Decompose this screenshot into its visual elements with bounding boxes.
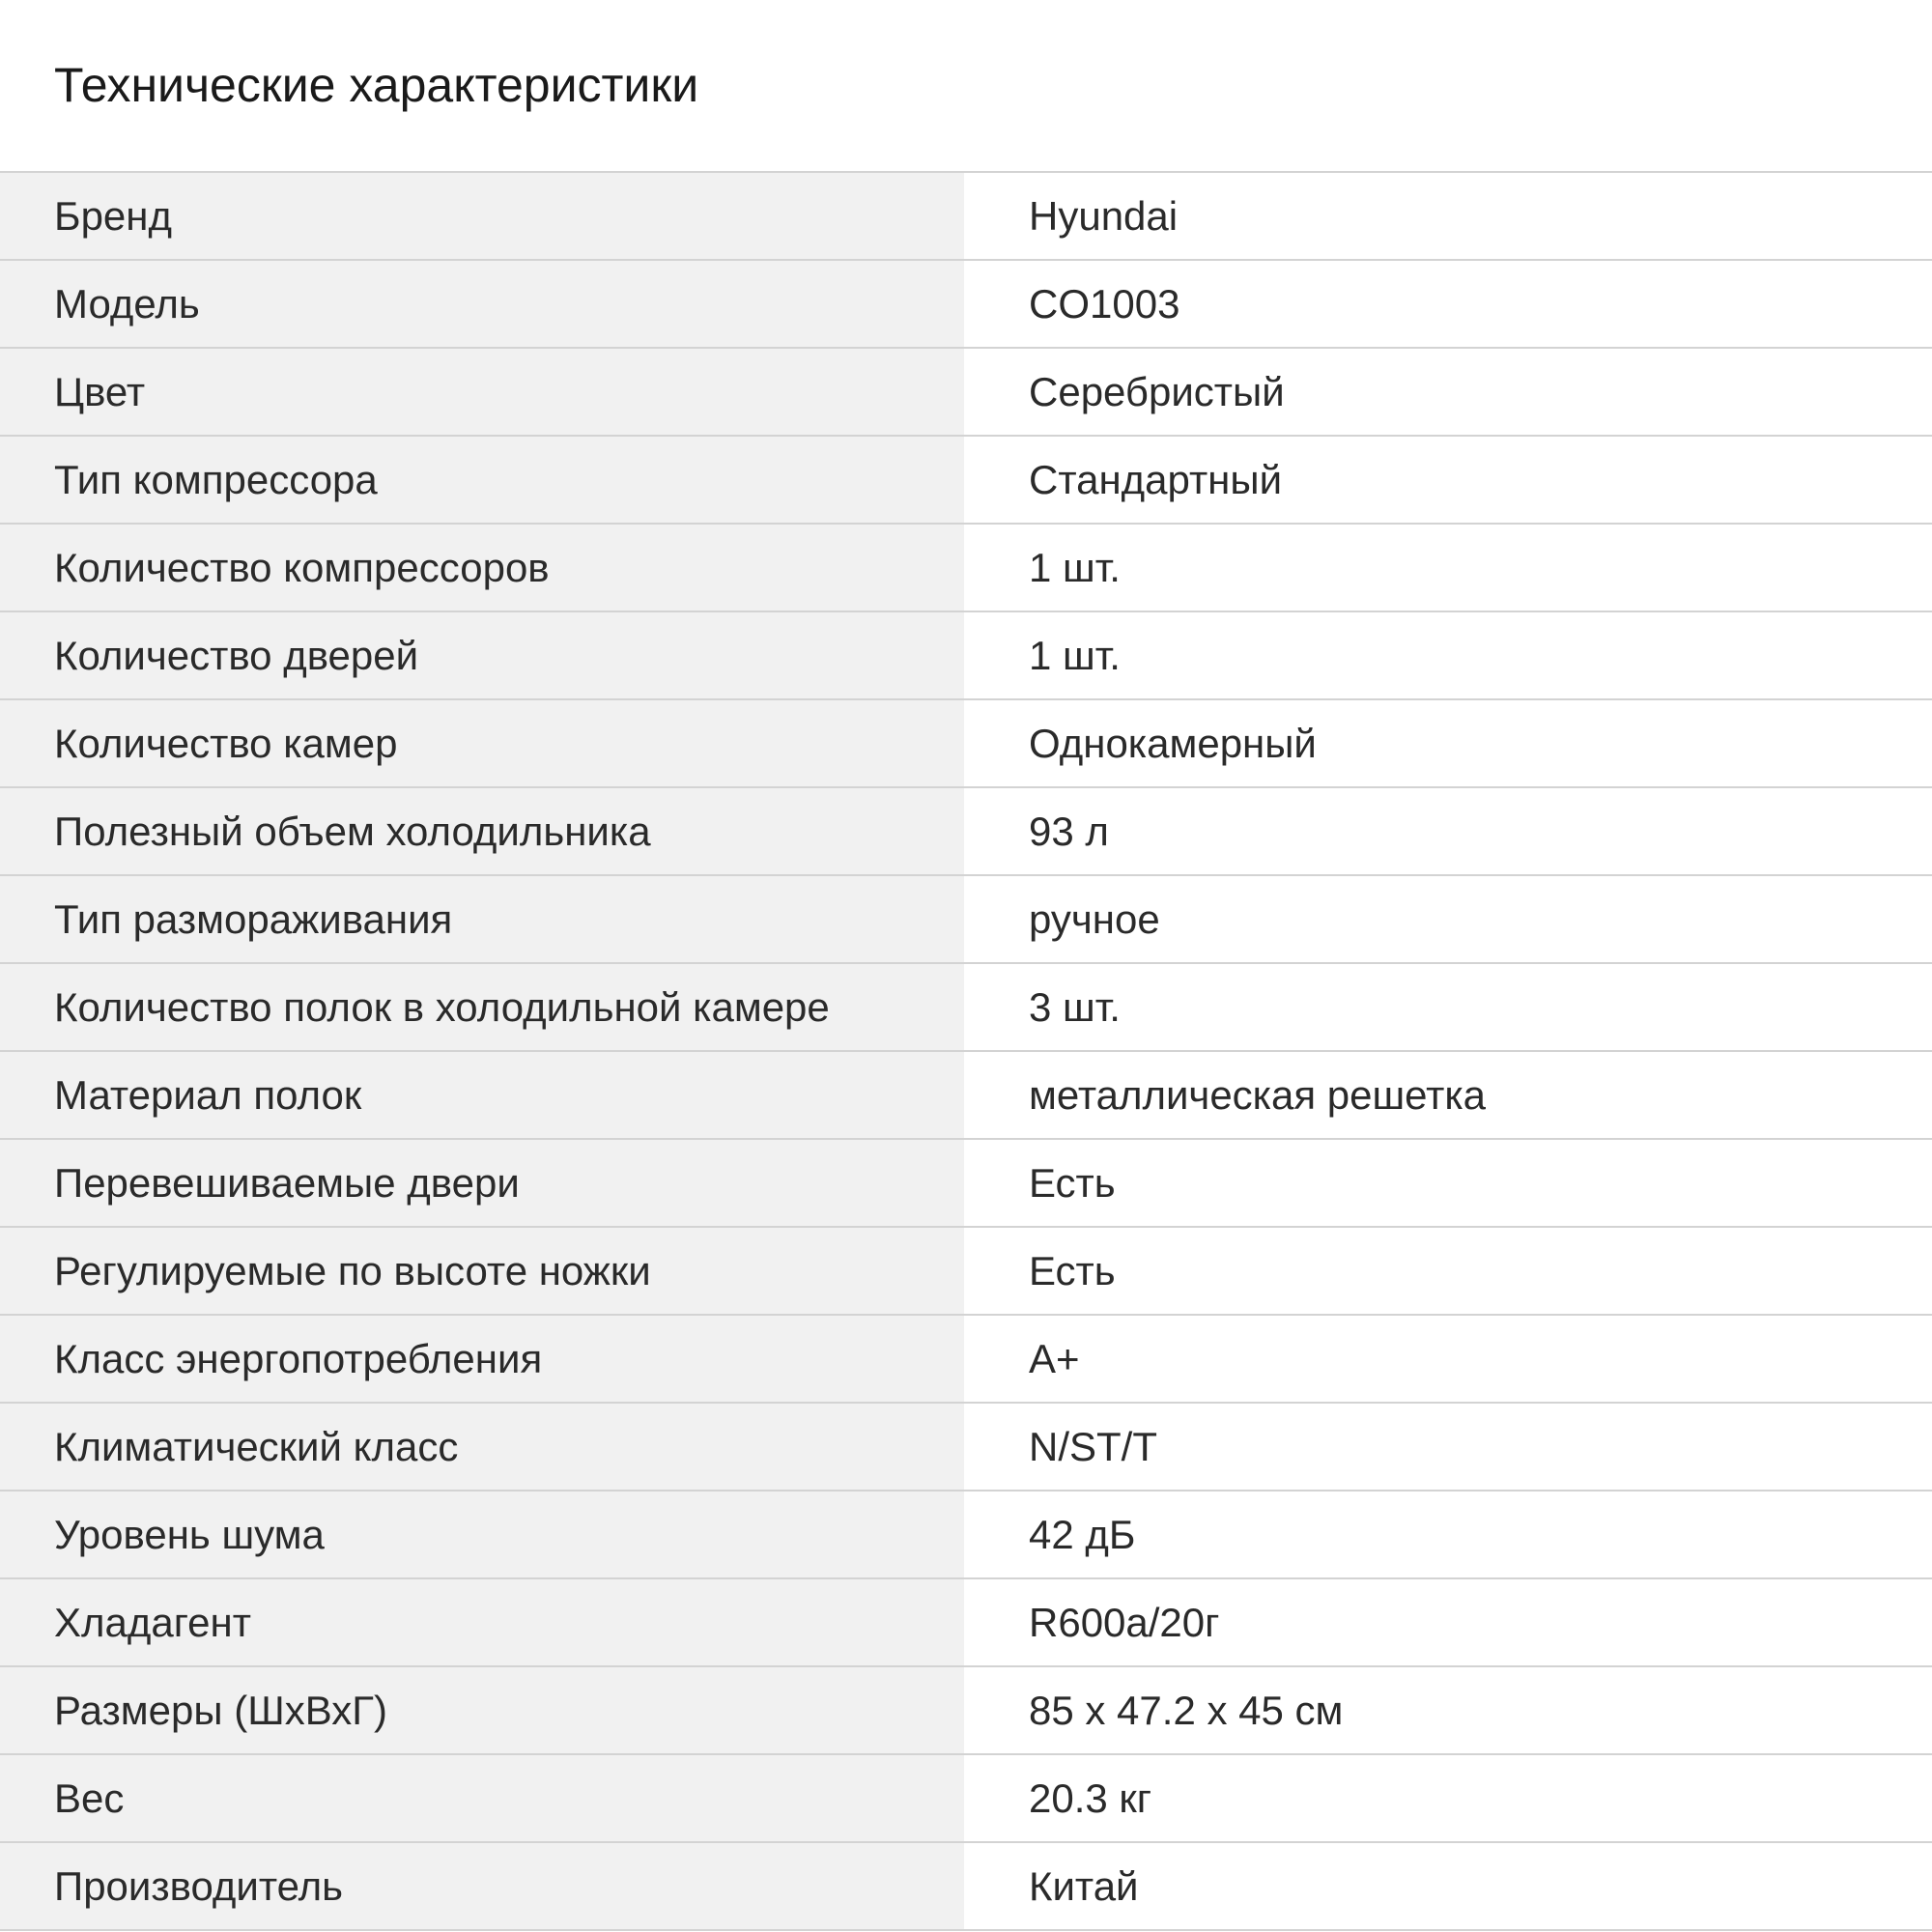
spec-name: Количество дверей [0, 612, 964, 698]
table-row [0, 612, 1932, 700]
spec-name: Уровень шума [0, 1492, 964, 1577]
spec-value: Однокамерный [964, 700, 1932, 786]
table-row [0, 1667, 1932, 1755]
spec-value: ручное [964, 876, 1932, 962]
spec-value: 42 дБ [964, 1492, 1932, 1577]
table-row [0, 1052, 1932, 1140]
spec-value: R600a/20г [964, 1579, 1932, 1665]
table-row [0, 788, 1932, 876]
spec-value: CO1003 [964, 261, 1932, 347]
spec-value: Hyundai [964, 173, 1932, 259]
spec-name: Производитель [0, 1843, 964, 1929]
table-row [0, 261, 1932, 349]
table-row [0, 1843, 1932, 1931]
spec-value: 20.3 кг [964, 1755, 1932, 1841]
spec-value: N/ST/T [964, 1404, 1932, 1490]
spec-name: Бренд [0, 173, 964, 259]
spec-value: A+ [964, 1316, 1932, 1402]
table-row [0, 173, 1932, 261]
table-row [0, 437, 1932, 525]
spec-name: Полезный объем холодильника [0, 788, 964, 874]
table-row [0, 349, 1932, 437]
table-row [0, 1492, 1932, 1579]
spec-value: Китай [964, 1843, 1932, 1929]
spec-name: Количество камер [0, 700, 964, 786]
spec-name: Регулируемые по высоте ножки [0, 1228, 964, 1314]
spec-table [0, 171, 1932, 1931]
spec-name: Хладагент [0, 1579, 964, 1665]
table-row [0, 1228, 1932, 1316]
spec-name: Количество компрессоров [0, 525, 964, 611]
table-row [0, 1140, 1932, 1228]
spec-value: Есть [964, 1228, 1932, 1314]
table-row [0, 1755, 1932, 1843]
table-row [0, 964, 1932, 1052]
spec-name: Количество полок в холодильной камере [0, 964, 964, 1050]
table-row [0, 1579, 1932, 1667]
table-row [0, 525, 1932, 612]
table-row [0, 1404, 1932, 1492]
spec-value: 3 шт. [964, 964, 1932, 1050]
spec-value: 1 шт. [964, 525, 1932, 611]
spec-name: Тип размораживания [0, 876, 964, 962]
spec-value: Стандартный [964, 437, 1932, 523]
page-title: Технические характеристики [54, 58, 699, 112]
spec-value: 1 шт. [964, 612, 1932, 698]
spec-name: Климатический класс [0, 1404, 964, 1490]
table-row [0, 700, 1932, 788]
spec-name: Перевешиваемые двери [0, 1140, 964, 1226]
spec-value: металлическая решетка [964, 1052, 1932, 1138]
spec-value: 85 х 47.2 х 45 см [964, 1667, 1932, 1753]
spec-name: Класс энергопотребления [0, 1316, 964, 1402]
spec-name: Тип компрессора [0, 437, 964, 523]
spec-name: Материал полок [0, 1052, 964, 1138]
table-row [0, 876, 1932, 964]
spec-name: Модель [0, 261, 964, 347]
spec-value: 93 л [964, 788, 1932, 874]
spec-name: Размеры (ШхВхГ) [0, 1667, 964, 1753]
table-row [0, 1316, 1932, 1404]
spec-value: Есть [964, 1140, 1932, 1226]
spec-value: Серебристый [964, 349, 1932, 435]
spec-name: Цвет [0, 349, 964, 435]
spec-name: Вес [0, 1755, 964, 1841]
